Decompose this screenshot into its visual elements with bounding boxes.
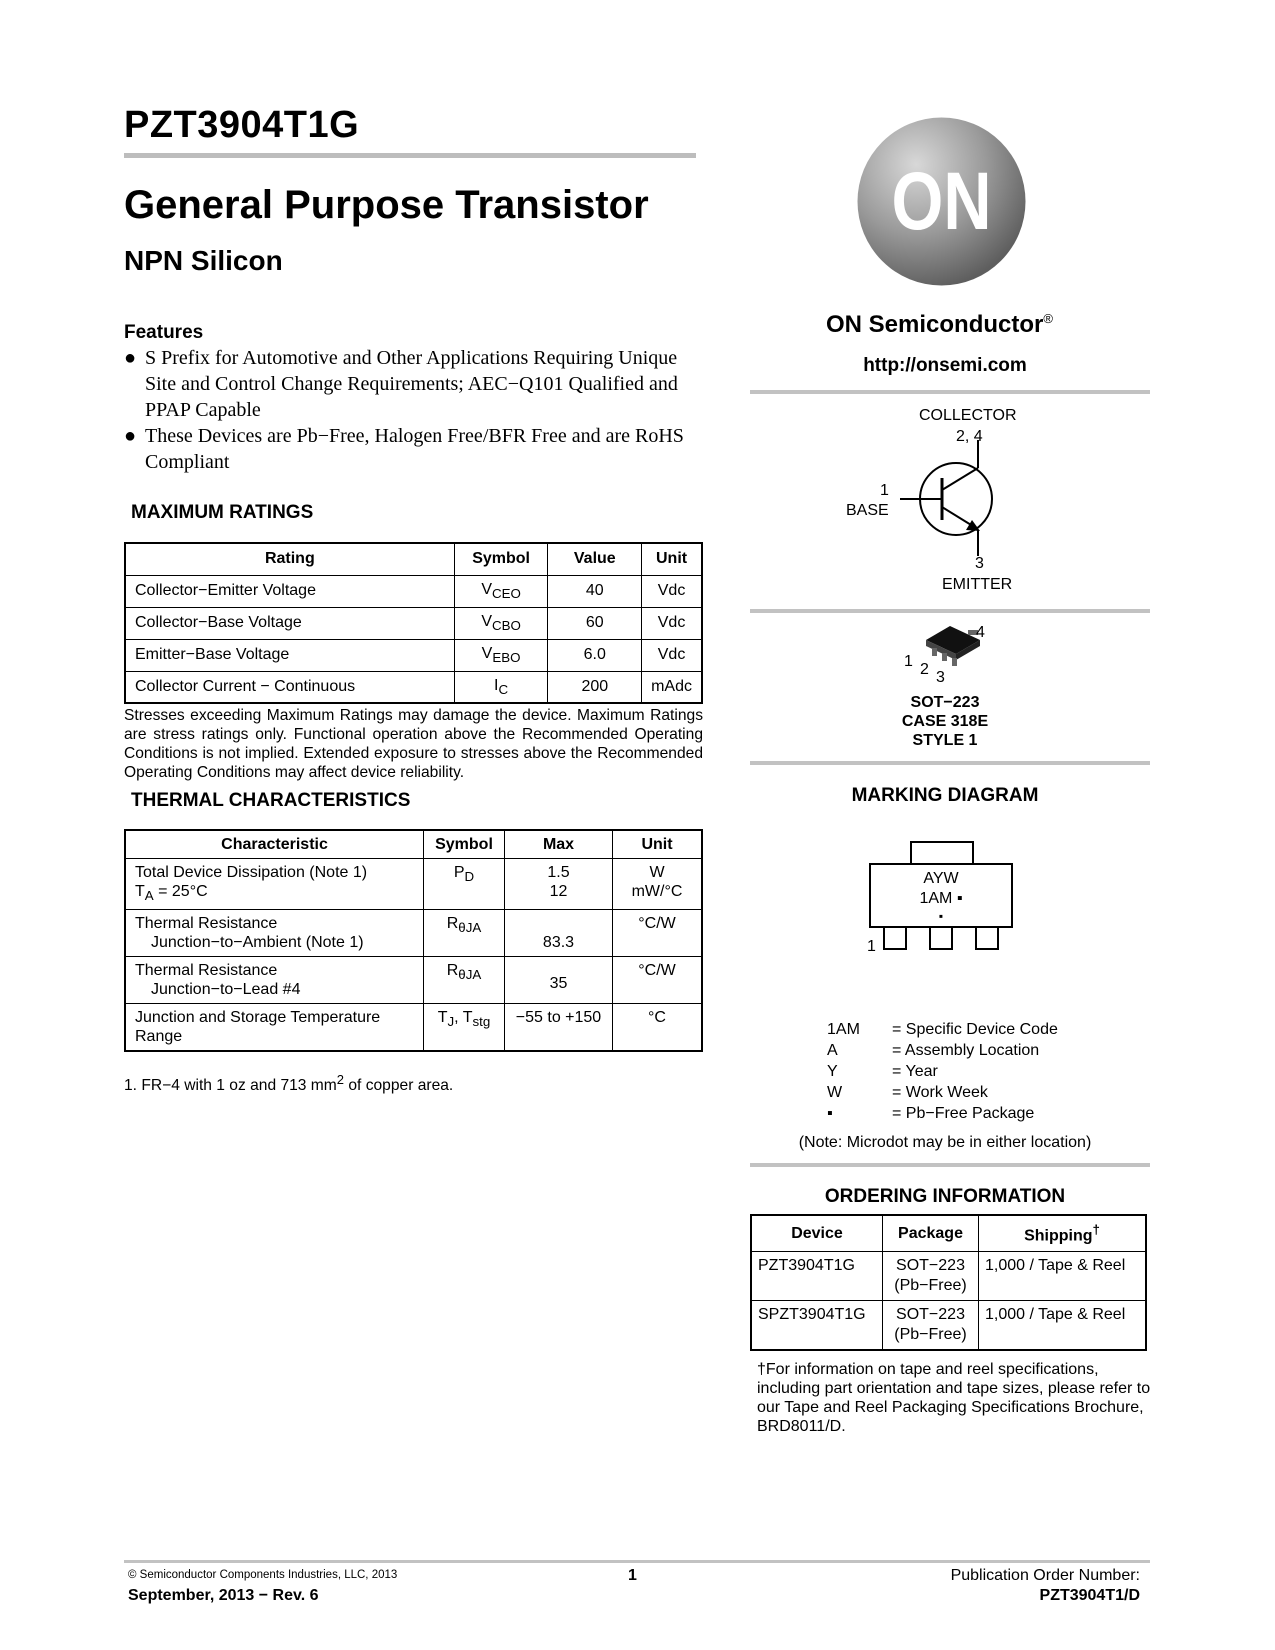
feature-item xyxy=(124,345,704,423)
footnote: 1. FR−4 with 1 oz and 713 $mm^2$ of copper area. xyxy=(124,1072,454,1095)
symbol-cell: $V_{CBO}$ xyxy=(454,607,548,639)
bullet-icon: ● xyxy=(124,347,137,369)
emitter-label: EMITTER xyxy=(942,576,1013,593)
package-name: SOT−223 xyxy=(910,694,980,711)
page-number: 1 xyxy=(628,1567,637,1584)
section-divider xyxy=(750,761,1150,765)
value-cell: 200 xyxy=(548,671,642,703)
marking-tab xyxy=(910,841,974,865)
table-row xyxy=(751,1301,1146,1351)
package-cell: SOT−223 (Pb−Free) xyxy=(883,1301,979,1351)
col-header: Symbol xyxy=(454,543,548,575)
marking-line-2: 1AM ▪ xyxy=(919,890,963,907)
table-row xyxy=(125,859,702,910)
value-cell: 6.0 xyxy=(548,639,642,671)
col-header: Unit xyxy=(642,543,702,575)
on-semi-logo xyxy=(855,115,1028,288)
symbol-cell: $R_{\theta JA}$ xyxy=(424,957,505,1004)
table-row xyxy=(125,1004,702,1052)
max-ratings-table xyxy=(124,542,703,704)
footer-divider xyxy=(124,1560,1150,1563)
device-cell: PZT3904T1G xyxy=(751,1252,883,1301)
symbol-cell: $V_{CEO}$ xyxy=(454,575,548,607)
logo-text: ON xyxy=(891,156,992,247)
col-header: Max xyxy=(505,830,613,859)
section-divider xyxy=(750,1163,1150,1167)
package-style: STYLE 1 xyxy=(912,732,978,749)
col-header: Device xyxy=(751,1215,883,1252)
unit-cell: °C/W xyxy=(613,957,703,1004)
title-divider xyxy=(124,153,696,158)
features-list xyxy=(124,345,704,475)
section-divider xyxy=(750,390,1150,394)
max-cell: −55 to +150 xyxy=(505,1004,613,1052)
table-header-row xyxy=(125,543,702,575)
legend-row: 1AM = Specific Device Code xyxy=(827,1021,1058,1038)
symbol-cell: $V_{EBO}$ xyxy=(454,639,548,671)
revision-date: September, 2013 − Rev. 6 xyxy=(128,1587,319,1604)
unit-cell: W mW/°C xyxy=(613,859,703,910)
part-number: PZT3904T1G xyxy=(124,104,360,146)
page-subtitle: NPN Silicon xyxy=(124,245,283,276)
stress-note: Stresses exceeding Maximum Ratings may damage the device. Maximum Ratings are stress ratings only. Functional operation above the Recommended Operating Conditions is not implied. Extended exposure to stresses above the Recommended Operating Conditions may affect device reliability. xyxy=(124,707,703,781)
copyright: © Semiconductor Components Industries, LLC, 2013 xyxy=(128,1569,398,1581)
col-header: Characteristic xyxy=(125,830,424,859)
bullet-icon: ● xyxy=(124,425,137,447)
shipping-cell: 1,000 / Tape & Reel xyxy=(979,1252,1147,1301)
marking-legend xyxy=(827,1019,1058,1124)
table-row xyxy=(125,607,702,639)
marking-body xyxy=(869,863,1013,928)
features-heading: Features xyxy=(124,322,204,343)
table-row xyxy=(125,639,702,671)
col-header: Package xyxy=(883,1215,979,1252)
device-cell: SPZT3904T1G xyxy=(751,1301,883,1351)
package-pin-3: 3 xyxy=(936,669,945,686)
feature-text: S Prefix for Automotive and Other Applications Requiring Unique Site and Control Change Requirements; AEC−Q101 Qualified and PPAP Capable xyxy=(145,347,678,421)
col-header: Symbol xyxy=(424,830,505,859)
rating-cell: Emitter−Base Voltage xyxy=(125,639,454,671)
marking-pin-1: 1 xyxy=(867,938,876,955)
marking-note: (Note: Microdot may be in either location) xyxy=(798,1134,1092,1151)
max-cell: 35 xyxy=(505,957,613,1004)
marking-line-3: ▪ xyxy=(938,909,944,923)
section-divider xyxy=(750,609,1150,613)
brand-name: ON Semiconductor® xyxy=(826,311,1053,338)
symbol-cell: $R_{\theta JA}$ xyxy=(424,910,505,957)
characteristic-cell: Thermal Resistance Junction−to−Ambient (Note 1) xyxy=(125,910,424,957)
table-row xyxy=(125,910,702,957)
base-pin: 1 xyxy=(880,482,889,499)
package-pin-4: 4 xyxy=(976,624,985,641)
transistor-symbol xyxy=(900,440,1010,560)
rating-cell: Collector−Base Voltage xyxy=(125,607,454,639)
base-label: BASE xyxy=(846,502,889,519)
legend-row: A = Assembly Location xyxy=(827,1042,1040,1059)
unit-cell: Vdc xyxy=(642,575,702,607)
table-header-row xyxy=(125,830,702,859)
col-header: Value xyxy=(548,543,642,575)
max-cell: 1.5 12 xyxy=(505,859,613,910)
package-pin-1: 1 xyxy=(904,653,913,670)
collector-pins: 2, 4 xyxy=(956,428,983,445)
col-header: Unit xyxy=(613,830,703,859)
symbol-cell: $I_C$ xyxy=(454,671,548,703)
table-row xyxy=(125,671,702,703)
legend-row: W = Work Week xyxy=(827,1084,988,1101)
package-case: CASE 318E xyxy=(901,713,989,730)
rating-cell: Collector−Emitter Voltage xyxy=(125,575,454,607)
col-header: Rating xyxy=(125,543,454,575)
unit-cell: mAdc xyxy=(642,671,702,703)
legend-row: ▪ = Pb−Free Package xyxy=(827,1105,1035,1122)
package-cell: SOT−223 (Pb−Free) xyxy=(883,1252,979,1301)
characteristic-cell: Total Device Dissipation (Note 1) $T_A = 25^\circ C$ xyxy=(125,859,424,910)
shipping-cell: 1,000 / Tape & Reel xyxy=(979,1301,1147,1351)
ordering-table xyxy=(750,1214,1147,1351)
marking-lead xyxy=(883,926,907,950)
marking-lead xyxy=(929,926,953,950)
table-header-row xyxy=(751,1215,1146,1252)
marking-lead xyxy=(975,926,999,950)
package-pin-2: 2 xyxy=(920,661,929,678)
page-title: General Purpose Transistor xyxy=(124,183,649,227)
characteristic-cell: Junction and Storage Temperature Range xyxy=(125,1004,424,1052)
emitter-pin: 3 xyxy=(975,555,984,572)
thermal-table xyxy=(124,829,703,1052)
feature-item xyxy=(124,423,704,475)
col-header: Shipping† xyxy=(979,1215,1147,1252)
table-row xyxy=(125,575,702,607)
value-cell: 40 xyxy=(548,575,642,607)
feature-text: These Devices are Pb−Free, Halogen Free/BFR Free and are RoHS Compliant xyxy=(145,425,684,473)
unit-cell: °C xyxy=(613,1004,703,1052)
max-ratings-heading: MAXIMUM RATINGS xyxy=(131,502,314,523)
marking-heading: MARKING DIAGRAM xyxy=(851,785,1039,806)
ordering-note: †For information on tape and reel specifications, including part orientation and tape sizes, please refer to our Tape and Reel Packaging Specifications Brochure, BRD8011/D. xyxy=(757,1361,1151,1435)
ordering-heading: ORDERING INFORMATION xyxy=(824,1186,1066,1207)
website-link[interactable]: http://onsemi.com xyxy=(863,355,1027,376)
thermal-heading: THERMAL CHARACTERISTICS xyxy=(131,790,411,811)
collector-label: COLLECTOR xyxy=(919,407,1017,424)
publication-number: PZT3904T1/D xyxy=(1039,1587,1140,1604)
unit-cell: °C/W xyxy=(613,910,703,957)
rating-cell: Collector Current − Continuous xyxy=(125,671,454,703)
value-cell: 60 xyxy=(548,607,642,639)
unit-cell: Vdc xyxy=(642,639,702,671)
legend-row: Y = Year xyxy=(827,1063,938,1080)
publication-label: Publication Order Number: xyxy=(950,1567,1140,1584)
marking-line-1: AYW xyxy=(923,870,959,887)
symbol-cell: $T_J$, $T_{stg}$ xyxy=(424,1004,505,1052)
table-row xyxy=(125,957,702,1004)
max-cell: 83.3 xyxy=(505,910,613,957)
unit-cell: Vdc xyxy=(642,607,702,639)
characteristic-cell: Thermal Resistance Junction−to−Lead #4 xyxy=(125,957,424,1004)
symbol-cell: $P_D$ xyxy=(424,859,505,910)
table-row xyxy=(751,1252,1146,1301)
